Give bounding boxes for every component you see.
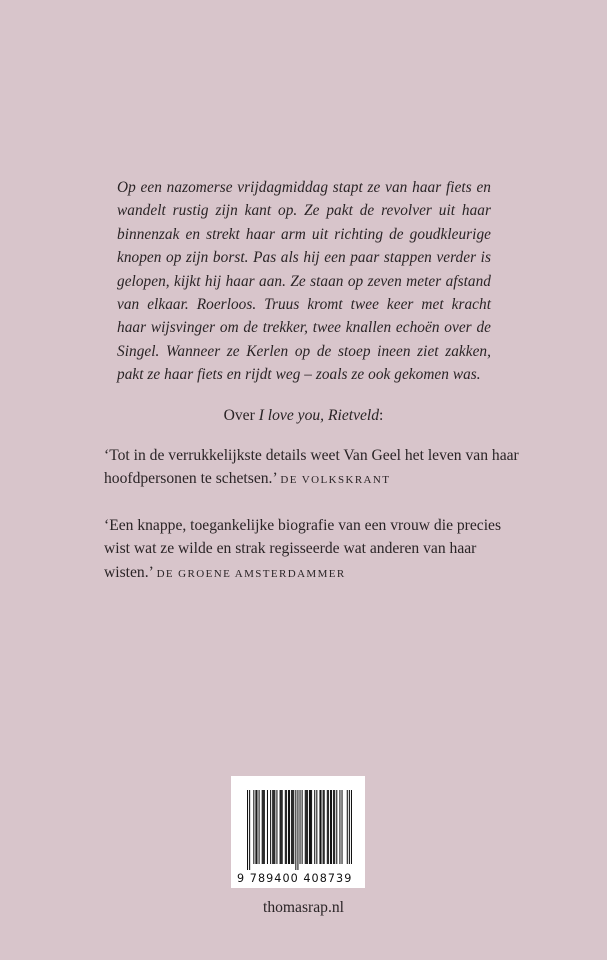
barcode-bar [336,790,337,864]
barcode-bar [324,790,325,864]
barcode-bar [270,790,271,864]
barcode-bar [331,790,332,864]
barcode-bar [321,790,322,864]
barcode-bar [300,790,301,864]
back-cover-excerpt: Op een nazomerse vrijdagmiddag stapt ze van haar fiets en wandelt rustig zijn kant op. Ze pakt de revolver uit haar binnenzak en strekt haar arm uit richting de goudkleurige knopen op zijn borst. Pas als hij een paar stappen verder is gelopen, kijkt hij haar aan. Ze staan op zeven meter afstand van elkaar. Roerloos. Truus kromt twee keer met kracht haar wijsvinger om de trekker, twee knallen echoën over de Singel. Wanneer ze Kerlen op de stoep ineen ziet zakken, pakt ze haar fiets en rijdt weg – zoals ze ook gekomen was. [117,179,491,384]
barcode-bar [249,790,250,870]
barcode-bar [347,790,348,864]
barcode-bar [310,790,311,864]
barcode-bar [280,790,281,864]
barcode-bar [351,790,352,864]
barcode-bar [328,790,329,864]
review-quote [104,514,524,586]
barcode-bar [276,790,277,864]
barcode-bar [288,790,289,864]
barcode-bar [330,790,331,864]
barcode-bar [267,790,268,864]
barcode-bar [292,790,293,864]
praise-heading-suffix: : [379,407,384,424]
review-source: DE VOLKSKRANT [280,474,391,487]
barcode-bar [323,790,324,864]
barcode-bar [256,790,257,864]
praise-heading-book-title: I love you, Rietveld [258,407,380,424]
barcode-bar [262,790,263,864]
barcode-bar [281,790,282,864]
barcode-bar [305,790,306,864]
barcode-bar [314,790,315,864]
praise-heading [0,407,607,425]
barcode-bar [319,790,320,864]
review-quote [104,444,524,493]
barcode-bar [272,790,273,864]
barcode-bar [282,790,283,864]
barcode-bar [291,790,292,864]
barcode-bar [247,790,248,870]
barcode-bar [311,790,312,864]
barcode-bar [309,790,310,864]
barcode-bar [333,790,334,864]
isbn-number: 9 789400 408739 [237,872,353,885]
barcode-bar [286,790,287,864]
barcode-bar [327,790,328,864]
barcode-bar [273,790,274,864]
praise-heading-prefix: Over [223,407,259,424]
barcode-bar [306,790,307,864]
barcode-bar [274,790,275,864]
barcode-bar [302,790,303,864]
isbn-barcode [231,776,365,888]
barcode-bar [259,790,260,864]
publisher-website: thomasrap.nl [263,899,344,916]
barcode-bar [263,790,264,864]
barcode-bar [255,790,256,864]
barcode-bar [342,790,343,864]
review-quote-text: ‘Tot in de verrukkelijkste details weet Van Geel het leven van haar hoofdpersonen te schetsen.’ [104,447,519,488]
barcode-bar [285,790,286,864]
barcode-bar [295,790,296,870]
barcode-bar [297,790,298,870]
barcode-bar [289,790,290,864]
review-quote-text: ‘Een knappe, toegankelijke biografie van een vrouw die precies wist wat ze wilde en strak regisseerde wat anderen van haar wisten.’ [104,517,502,581]
barcode-bar [334,790,335,864]
barcode-bar [316,790,317,864]
barcode-bar [293,790,294,864]
barcode-bar [339,790,340,864]
barcode-bar [264,790,265,864]
barcode-bar [253,790,254,864]
barcode-bar [349,790,350,864]
barcode-bar [307,790,308,864]
review-source: DE GROENE AMSTERDAMMER [156,567,346,580]
